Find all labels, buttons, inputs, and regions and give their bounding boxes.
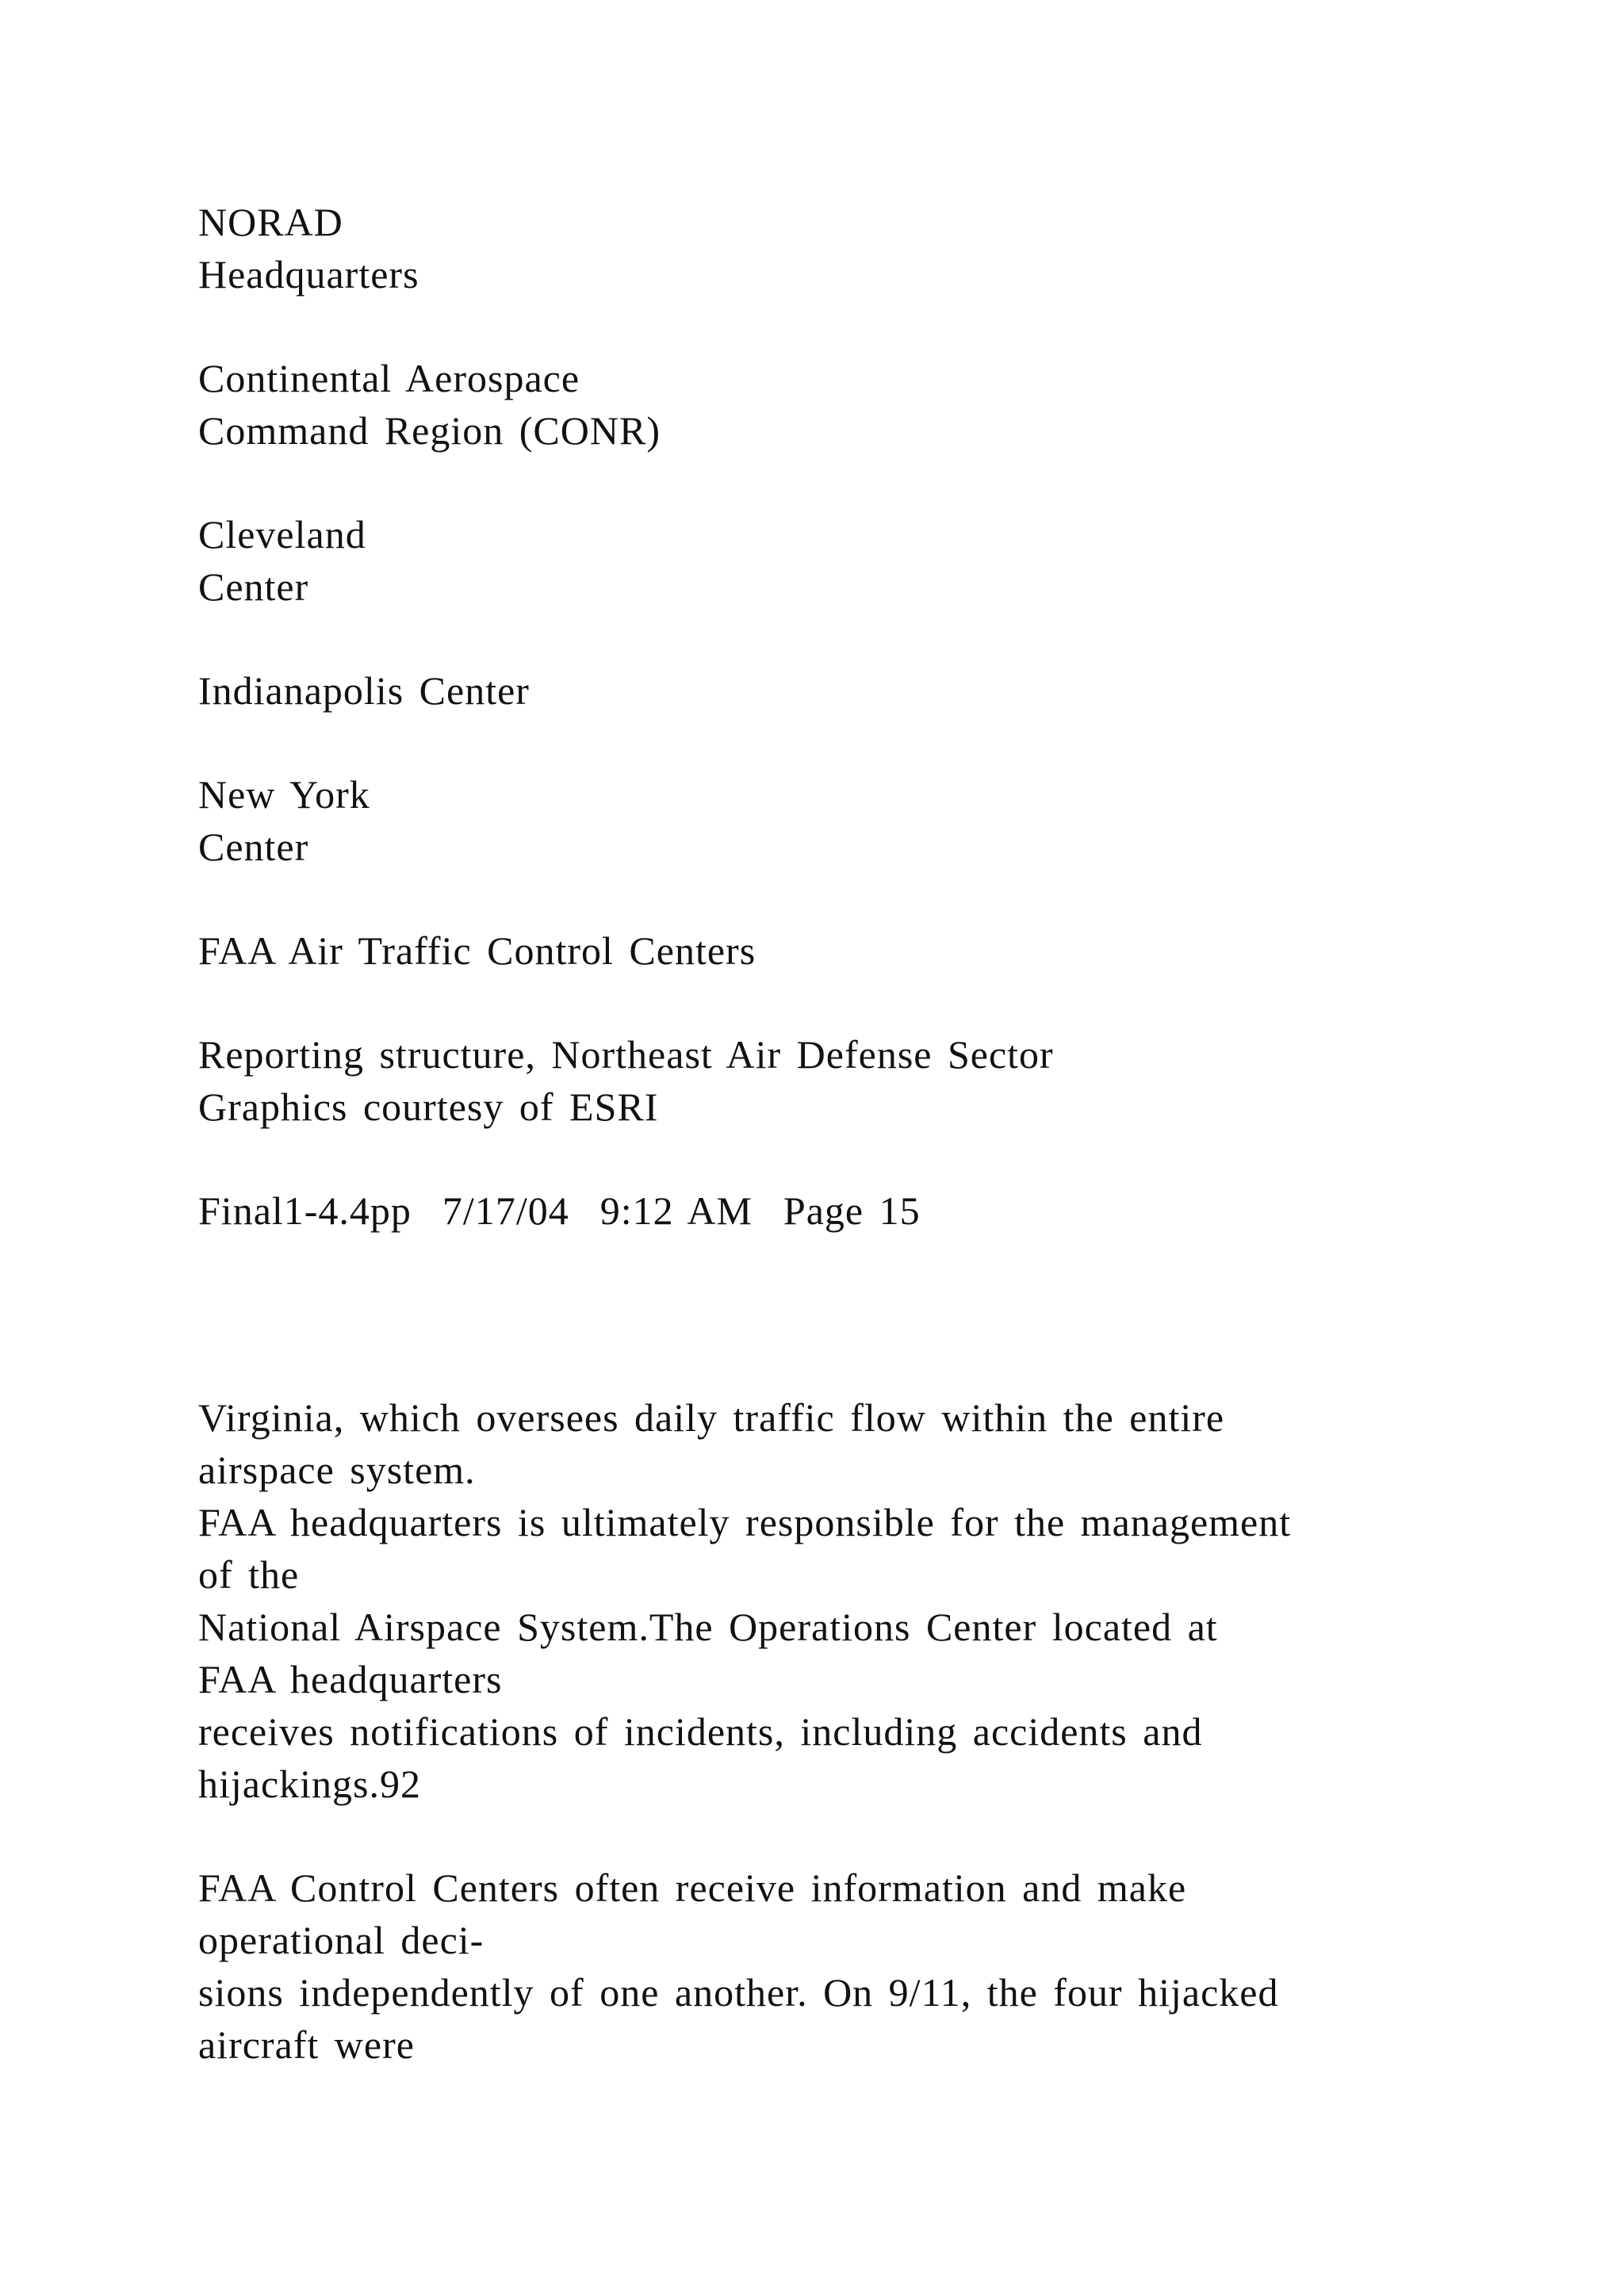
newyork-label-line-1: New York — [198, 772, 370, 817]
body-paragraph-1-line-1: Virginia, which oversees daily traffic flow within the entire — [198, 1395, 1225, 1440]
body-paragraph-1-line-5: National Airspace System.The Operations Center located at — [198, 1605, 1218, 1649]
figure-caption-line-1: Reporting structure, Northeast Air Defense Sector — [198, 1032, 1054, 1077]
figure-caption-line-2: Graphics courtesy of ESRI — [198, 1085, 659, 1129]
page-footer: Final1-4.4pp 7/17/04 9:12 AM Page 15 — [198, 1188, 921, 1233]
body-paragraph-1-line-4: of the — [198, 1552, 300, 1597]
body-paragraph-1-line-2: airspace system. — [198, 1448, 476, 1492]
body-paragraph-1-line-3: FAA headquarters is ultimately responsible for the management — [198, 1500, 1292, 1544]
cleveland-label-line-2: Center — [198, 564, 309, 609]
body-paragraph-2-line-3: sions independently of one another. On 9/11, the four hijacked — [198, 1970, 1279, 2015]
newyork-label-line-2: Center — [198, 825, 309, 869]
norad-label-line-2: Headquarters — [198, 252, 419, 297]
body-paragraph-2-line-2: operational deci- — [198, 1918, 485, 1962]
conr-label-line-1: Continental Aerospace — [198, 356, 580, 400]
cleveland-label-line-1: Cleveland — [198, 512, 366, 557]
indianapolis-label: Indianapolis Center — [198, 668, 530, 713]
conr-label-line-2: Command Region (CONR) — [198, 408, 661, 453]
faa-centers-label: FAA Air Traffic Control Centers — [198, 928, 756, 973]
body-paragraph-1-line-7: receives notifications of incidents, including accidents and — [198, 1709, 1203, 1754]
norad-label-line-1: NORAD — [198, 200, 343, 244]
body-paragraph-2-line-1: FAA Control Centers often receive information and make — [198, 1866, 1187, 1910]
body-paragraph-2-line-4: aircraft were — [198, 2022, 415, 2067]
body-paragraph-1-line-8: hijackings.92 — [198, 1762, 422, 1806]
body-paragraph-1-line-6: FAA headquarters — [198, 1657, 503, 1701]
